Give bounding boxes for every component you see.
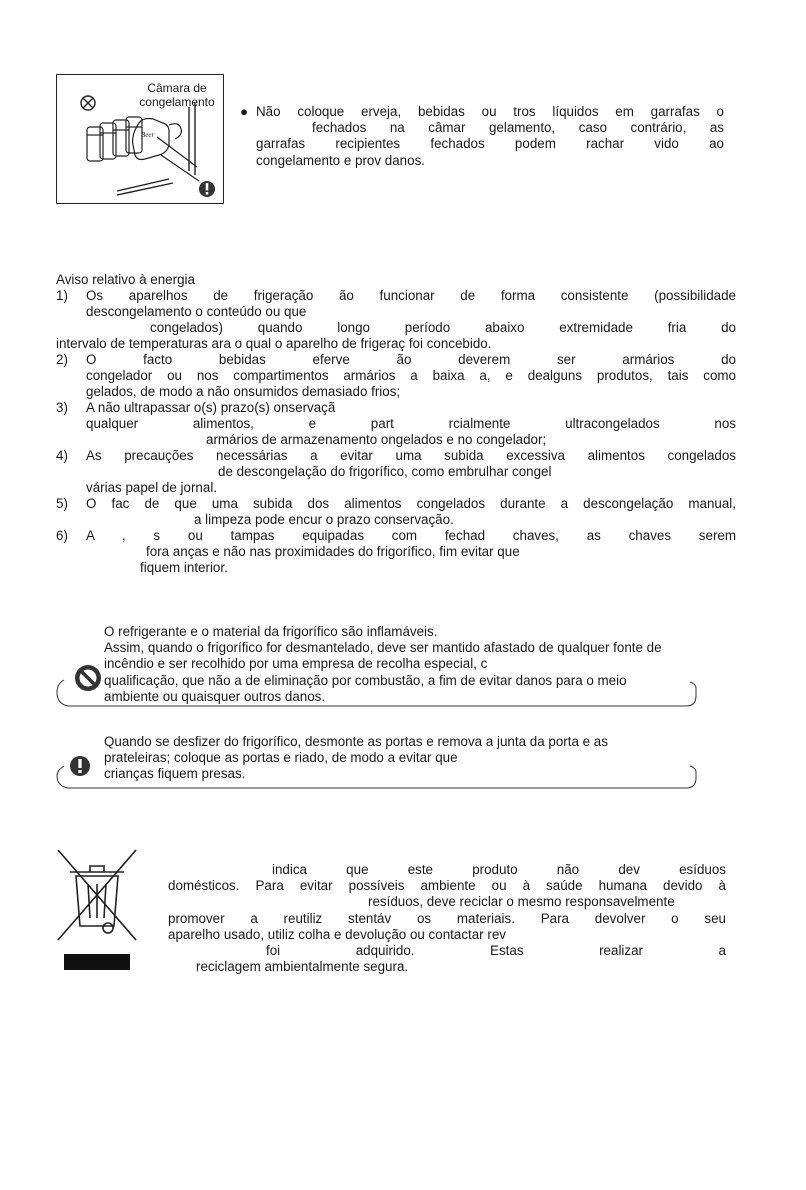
- refrigerant-line: incêndio e ser recolhido por uma empresa de recolha especial, c: [104, 656, 488, 672]
- energy-heading: Aviso relativo à energia: [56, 272, 195, 287]
- cans-icon: [87, 117, 199, 181]
- item-line: qualquer alimentos, e part rcialmente ultracongelados nos: [86, 416, 736, 432]
- freezer-warning-line: fechados na câmar gelamento, caso contrário, as: [312, 120, 724, 136]
- weee-line: aparelho usado, utiliz colha e devolução ou contactar rev: [168, 926, 506, 942]
- item-line: descongelamento o conteúdo ou que: [86, 304, 307, 320]
- no-fire-icon: [75, 665, 101, 691]
- item-line: intervalo de temperaturas ara o qual o aparelho de frigeraç foi concebido.: [56, 336, 492, 351]
- weee-line: promover a reutiliz stentáv os materiais. Para devolver o seu: [168, 910, 726, 926]
- item-line: fora anças e não nas proximidades do frigorífico, fim evitar que: [146, 544, 520, 560]
- freezer-warning-line: garrafas recipientes fechados podem rachar vido ao: [256, 136, 724, 152]
- item-line: de descongelação do frigorífico, como embrulhar congel: [218, 464, 552, 480]
- freezer-warning-line: congelamento e prov danos.: [256, 152, 425, 168]
- freezer-warning-text: [256, 104, 724, 169]
- item-line: várias papel de jornal.: [86, 480, 218, 496]
- weee-line: domésticos. Para evitar possíveis ambiente ou à saúde humana devido à: [168, 878, 726, 894]
- freezer-warning-line: Não coloque erveja, bebidas ou tros líquidos em garrafas o: [256, 104, 724, 119]
- freezer-drawing: [57, 75, 223, 203]
- item-line: congelador ou nos compartimentos armários a baixa a, e dealguns produtos, tais como: [86, 368, 736, 384]
- weee-line: resíduos, deve reciclar o mesmo responsavelmente: [368, 894, 675, 910]
- prohibited-icon: [81, 96, 95, 110]
- item-line: fiquem interior.: [140, 560, 228, 576]
- item-line: O fac de que uma subida dos alimentos congelados durante a descongelação manual,: [86, 496, 736, 511]
- refrigerant-warning-frame: [54, 660, 698, 708]
- item-line: armários de armazenamento ongelados e no congelador;: [206, 432, 547, 448]
- item-line: gelados, de modo a não onsumidos demasiado frios;: [86, 384, 401, 400]
- disposal-warning-frame: [54, 746, 698, 790]
- item-line: congelados) quando longo período abaixo extremidade fria do: [150, 320, 736, 336]
- item-line: Os aparelhos de frigeração ão funcionar de forma consistente (possibilidade: [86, 288, 736, 303]
- item-line: A , s ou tampas equipadas com fechad chaves, as chaves serem: [86, 528, 736, 543]
- caption-line-1: Câmara de: [147, 81, 207, 95]
- item-number: 2): [56, 352, 68, 367]
- weee-line: foi adquirido. Estas realizar a: [266, 943, 726, 959]
- freezer-illustration: [56, 74, 224, 204]
- disposal-line: Quando se desfizer do frigorífico, desmonte as portas e remova a junta da porta e as: [104, 734, 608, 749]
- item-line: a limpeza pode encur o prazo conservação.: [194, 512, 454, 528]
- item-line: A não ultrapassar o(s) prazo(s) onservaçã: [86, 400, 336, 415]
- weee-line: indica que este produto não dev esíduos: [272, 862, 726, 877]
- item-number: 1): [56, 288, 68, 303]
- attention-icon: [70, 756, 90, 776]
- weee-line: reciclagem ambientalmente segura.: [196, 959, 409, 975]
- disposal-line: prateleiras; coloque as portas e riado, de modo a evitar que: [104, 750, 458, 766]
- item-number: 3): [56, 400, 68, 415]
- disposal-line: crianças fiquem presas.: [104, 766, 246, 782]
- weee-text: [168, 862, 726, 975]
- attention-icon: [199, 181, 215, 197]
- refrigerant-line: O refrigerante e o material da frigorífico são inflamáveis.: [104, 624, 438, 639]
- item-number: 6): [56, 528, 68, 543]
- freezer-warning-bullet: ●: [240, 104, 249, 119]
- item-line: O facto bebidas eferve ão deverem ser armários do: [86, 352, 736, 367]
- refrigerant-line: ambiente ou quaisquer outros danos.: [104, 688, 326, 704]
- item-number: 4): [56, 448, 68, 463]
- beer-can-label: Beer: [141, 131, 155, 139]
- crossed-bin-icon: [56, 848, 138, 972]
- refrigerant-line: Assim, quando o frigorífico for desmantelado, deve ser mantido afastado de qualquer fonte de: [104, 640, 662, 656]
- item-line: As precauções necessárias a evitar uma subida excessiva alimentos congelados: [86, 448, 736, 463]
- caption-line-2: congelamento: [139, 95, 215, 109]
- item-number: 5): [56, 496, 68, 511]
- refrigerant-line: qualificação, que não a de eliminação por combustão, a fim de evitar danos para o meio: [104, 672, 627, 688]
